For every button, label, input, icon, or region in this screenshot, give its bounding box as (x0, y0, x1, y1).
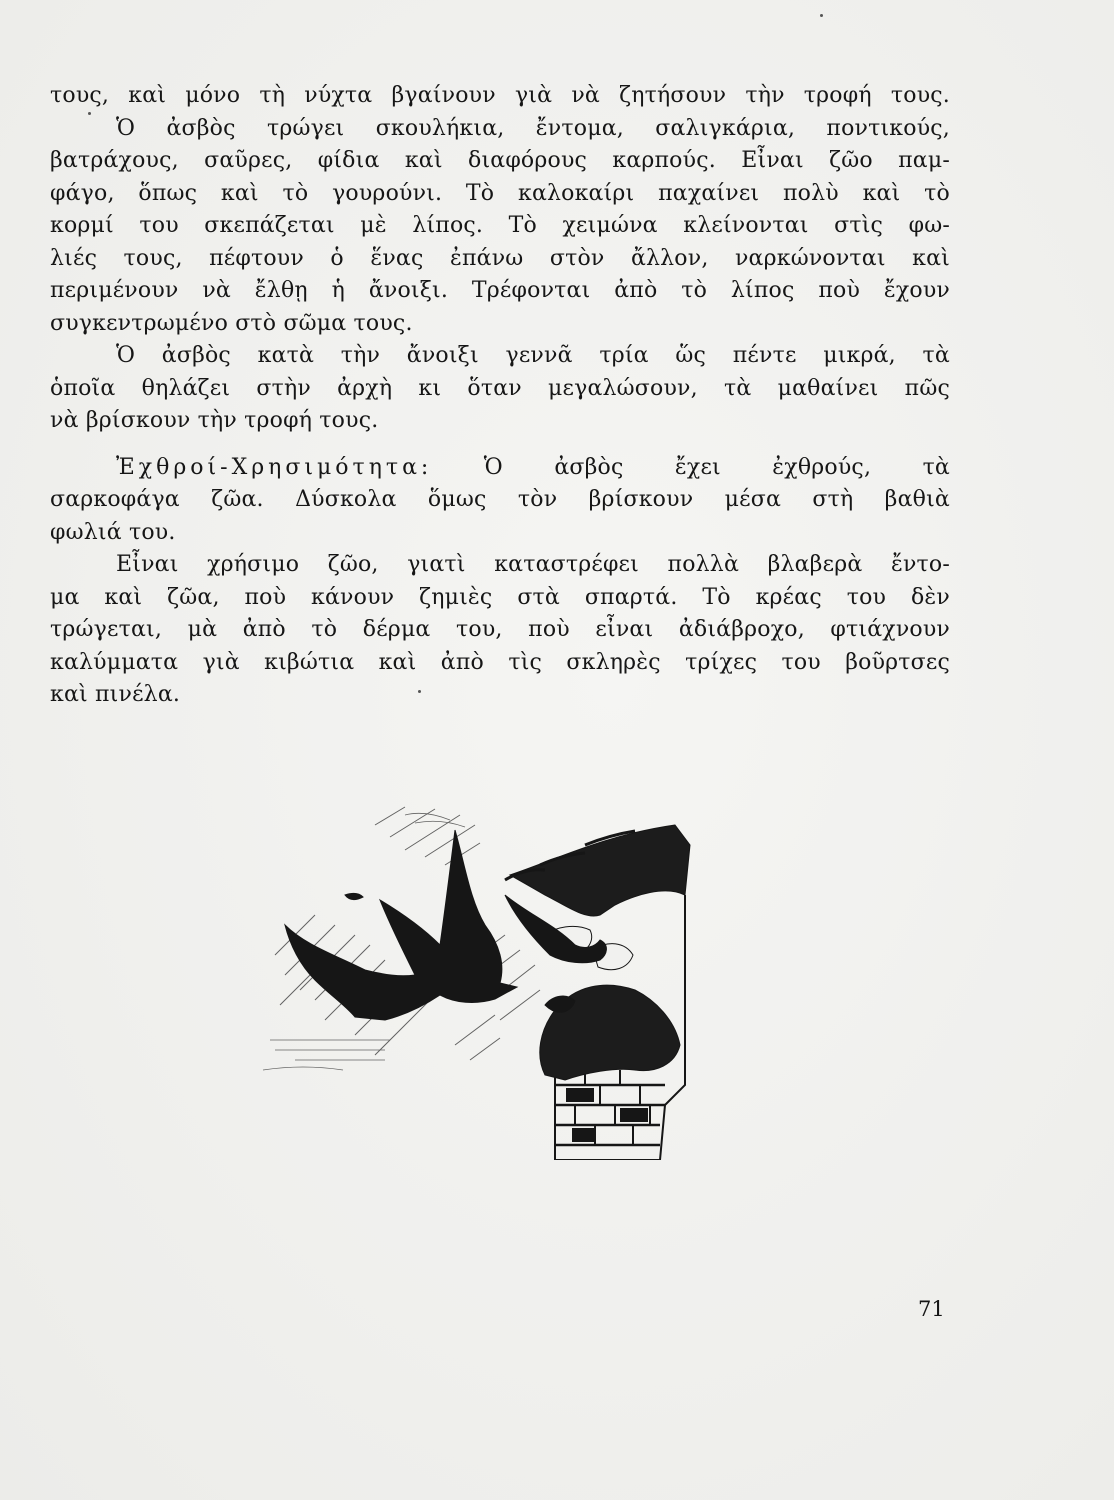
text-line: νὰ βρίσκουν τὴν τροφή τους. (50, 408, 379, 433)
body-text (50, 80, 950, 712)
text-line: ὁποῖα θηλάζει στὴν ἀρχὴ κι ὅταν μεγαλώσουν, τὰ μαθαίνει πῶς (50, 375, 950, 401)
text-line: φάγο, ὅπως καὶ τὸ γουρούνι. Τὸ καλοκαίρι παχαίνει πολὺ καὶ τὸ (50, 180, 950, 206)
page-number: 71 (918, 1297, 945, 1321)
print-speck (88, 112, 91, 115)
section-heading: Ἐχθροί-Χρησιμότητα: (116, 454, 433, 480)
text-line: Ὁ ἀσβὸς τρώγει σκουλήκια, ἔντομα, σαλιγκάρια, ποντικούς, (116, 115, 950, 141)
text-line: Εἶναι χρήσιμο ζῶο, γιατὶ καταστρέφει πολλὰ βλαβερὰ ἔντο- (116, 552, 950, 577)
text-line: καὶ πινέλα. (50, 682, 181, 707)
print-speck (820, 14, 823, 17)
text-line: καλύμματα γιὰ κιβώτια καὶ ἀπὸ τὶς σκληρὲς τρίχες του βοῦρτσες (50, 649, 950, 675)
text-line: φωλιά του. (50, 519, 176, 545)
text-line: λιές τους, πέφτουν ὁ ἕνας ἐπάνω στὸν ἄλλον, ναρκώνονται καὶ (50, 245, 950, 271)
text-line: τους, καὶ μόνο τὴ νύχτα βγαίνουν γιὰ νὰ ζητήσουν τὴν τροφή τους. (50, 83, 950, 108)
text-line: περιμένουν νὰ ἔλθῃ ἡ ἄνοιξι. Τρέφονται ἀπὸ τὸ λίπος ποὺ ἔχουν (50, 278, 950, 303)
text-line: τρώγεται, μὰ ἀπὸ τὸ δέρμα του, ποὺ εἶναι ἀδιάβροχο, φτιάχνουν (50, 617, 950, 642)
text-line: μα καὶ ζῶα, ποὺ κάνουν ζημιὲς στὰ σπαρτά. Τὸ κρέας του δὲν (50, 584, 950, 610)
swallow-flying (285, 830, 517, 1020)
swallows-nest-icon (255, 805, 705, 1160)
text-line: Ὁ ἀσβὸς κατὰ τὴν ἄνοιξι γεννᾶ τρία ὥς πέντε μικρά, τὰ (116, 343, 950, 368)
print-speck (418, 690, 421, 693)
text-line: σαρκοφάγα ζῶα. Δύσκολα ὅμως τὸν βρίσκουν μέσα στὴ βαθιὰ (50, 487, 950, 512)
text-line (50, 452, 950, 485)
text-line: συγκεντρωμένο στὸ σῶμα τους. (50, 310, 413, 336)
text-fragment: Ὁ ἀσβὸς ἔχει ἐχθρούς, τὰ (483, 454, 950, 480)
text-line: κορμί του σκεπάζεται μὲ λίπος. Τὸ χειμώνα κλείνονται στὶς φω- (50, 213, 950, 238)
text-line: βατράχους, σαῦρες, φίδια καὶ διαφόρους καρπούς. Εἶναι ζῶο παμ- (50, 148, 950, 173)
